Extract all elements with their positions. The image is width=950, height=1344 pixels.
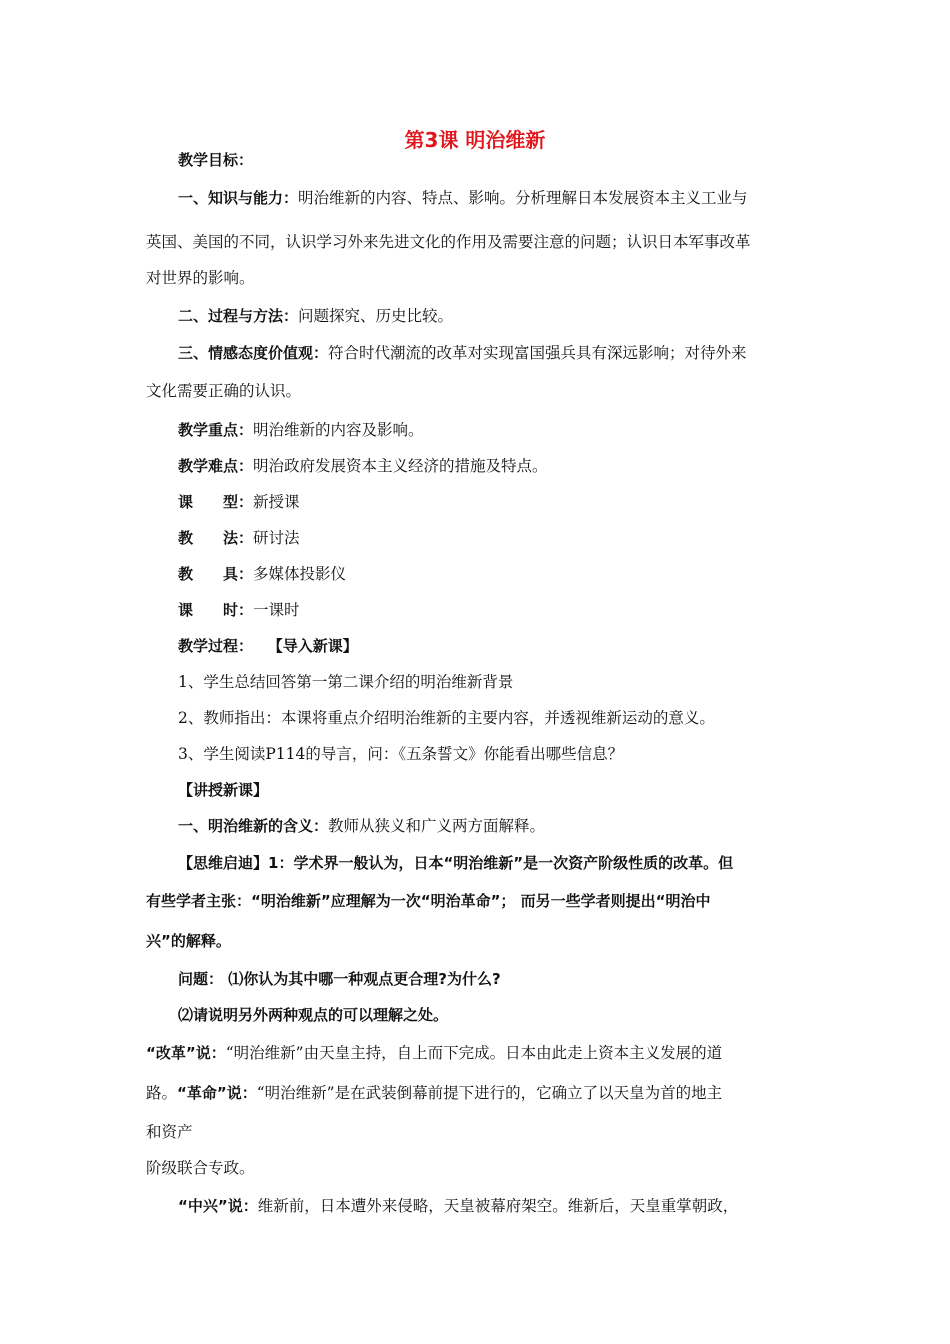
- thinking-line3: 兴”的解释。: [146, 932, 231, 950]
- teaching-tools: [178, 564, 838, 584]
- revolution-label: “革命”说：: [177, 1084, 257, 1102]
- step-1: 1、学生总结回答第一第二课介绍的明治维新背景: [178, 673, 514, 691]
- objective-process-text: 问题探究、历史比较。: [298, 307, 454, 325]
- teaching-tools-text: 多媒体投影仪: [253, 565, 347, 583]
- objective-knowledge: [178, 188, 838, 208]
- teaching-method-label: 教 法：: [178, 529, 254, 547]
- revival-label: “中兴”说：: [178, 1197, 258, 1215]
- objectives-heading: 教学目标：: [178, 151, 254, 169]
- key-point-text: 明治维新的内容及影响。: [253, 421, 424, 439]
- lesson-type-label: 课 型：: [178, 493, 254, 511]
- reform-text: “明治维新”由天皇主持，自上而下完成。日本由此走上资本主义发展的道: [225, 1044, 723, 1062]
- class-hours-label: 课 时：: [178, 601, 254, 619]
- reform-label: “改革”说：: [146, 1044, 226, 1062]
- revolution-text: “明治维新”是在武装倒幕前提下进行的，它确立了以天皇为首的地主: [256, 1084, 723, 1102]
- thinking-line2: 有些学者主张：“明治维新”应理解为一次“明治革命”； 而另一些学者则提出“明治中: [146, 892, 711, 910]
- question-label: 问题：: [178, 970, 224, 988]
- difficulty-label: 教学难点：: [178, 457, 254, 475]
- question-1: 问题： ⑴你认为其中哪一种观点更合理?为什么?: [178, 970, 501, 988]
- objective-process-label: 二、过程与方法：: [178, 307, 299, 325]
- difficulty: [178, 456, 838, 476]
- key-point-label: 教学重点：: [178, 421, 254, 439]
- objective-knowledge-text: 明治维新的内容、特点、影响。分析理解日本发展资本主义工业与: [298, 189, 748, 207]
- lesson-type: [178, 492, 838, 512]
- teaching-process: [178, 636, 838, 656]
- teaching-method: [178, 528, 838, 548]
- new-lesson-heading: 【讲授新课】: [178, 781, 269, 799]
- step-2: 2、教师指出：本课将重点介绍明治维新的主要内容，并透视维新运动的意义。: [178, 709, 715, 727]
- meaning-text: 教师从狭义和广义两方面解释。: [328, 817, 546, 835]
- revival-text: 维新前，日本遭外来侵略，天皇被幕府架空。维新后，天皇重掌朝政，: [257, 1197, 739, 1215]
- objective-emotion: [178, 343, 838, 363]
- revolution-view: 路。“革命”说：“明治维新”是在武装倒幕前提下进行的，它确立了以天皇为首的地主: [146, 1084, 723, 1102]
- objective-knowledge-line3: 对世界的影响。: [146, 269, 255, 287]
- objective-knowledge-line2: 英国、美国的不同，认识学习外来先进文化的作用及需要注意的问题；认识日本军事改革: [146, 233, 751, 251]
- objective-emotion-line2: 文化需要正确的认识。: [146, 382, 302, 400]
- objective-emotion-text: 符合时代潮流的改革对实现富国强兵具有深远影响；对待外来: [328, 344, 747, 362]
- step-3: 3、学生阅读P114的导言，问：《五条誓文》你能看出哪些信息？: [178, 745, 624, 763]
- objective-process: [178, 306, 838, 326]
- difficulty-text: 明治政府发展资本主义经济的措施及特点。: [253, 457, 548, 475]
- meaning-section: [178, 816, 838, 836]
- meaning-label: 一、明治维新的含义：: [178, 817, 329, 835]
- class-hours: [178, 600, 838, 620]
- lesson-type-text: 新授课: [253, 493, 300, 511]
- teaching-process-label: 教学过程：: [178, 637, 254, 655]
- intro-heading: 【导入新课】: [267, 637, 358, 655]
- lesson-title: 第3课 明治维新: [404, 128, 546, 152]
- objective-emotion-label: 三、情感态度价值观：: [178, 344, 329, 362]
- teaching-tools-label: 教 具：: [178, 565, 254, 583]
- teaching-method-text: 研讨法: [253, 529, 300, 547]
- thinking-line1: 【思维启迪】1：学术界一般认为，日本“明治维新”是一次资产阶级性质的改革。但: [178, 854, 734, 872]
- revolution-line4: 阶级联合专政。: [146, 1159, 255, 1177]
- objective-knowledge-label: 一、知识与能力：: [178, 189, 299, 207]
- class-hours-text: 一课时: [253, 601, 300, 619]
- key-point: [178, 420, 838, 440]
- revival-view: [178, 1196, 838, 1216]
- question-2: ⑵请说明另外两种观点的可以理解之处。: [178, 1006, 449, 1024]
- reform-view: [146, 1043, 806, 1063]
- revolution-line3: 和资产: [146, 1123, 193, 1141]
